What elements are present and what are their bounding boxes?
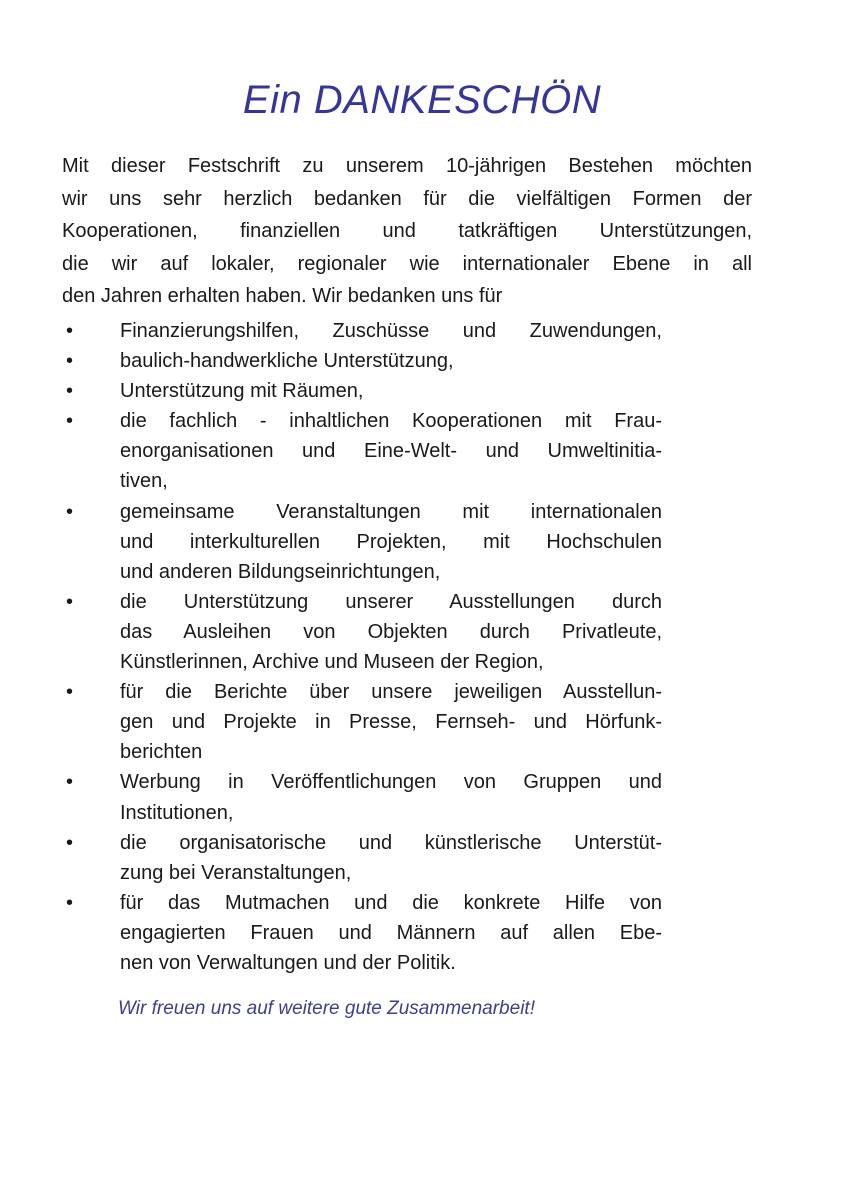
list-item-line: nen von Verwaltungen und der Politik.: [120, 951, 456, 974]
list-item: [62, 828, 662, 888]
list-item-line: die Unterstützung unserer Ausstellungen durch: [120, 590, 662, 613]
list-item-line: Werbung in Veröffentlichungen von Gruppen und: [120, 771, 662, 794]
intro-line: die wir auf lokaler, regionaler wie internationaler Ebene in all: [62, 252, 752, 275]
list-item-line: für das Mutmachen und die konkrete Hilfe von: [120, 891, 662, 914]
intro-line: Kooperationen, finanziellen und tatkräftigen Unterstützungen,: [62, 220, 752, 242]
intro-line: wir uns sehr herzlich bedanken für die vielfältigen Formen der: [62, 187, 752, 210]
list-item: [62, 376, 662, 406]
list-item: [62, 346, 662, 376]
intro-line: den Jahren erhalten haben. Wir bedanken uns für: [62, 285, 503, 307]
list-item-line: Institutionen,: [120, 801, 234, 824]
bullet-icon: •: [66, 681, 74, 704]
bullet-icon: •: [66, 590, 74, 613]
list-item-line: die organisatorische und künstlerische Unterstüt-: [120, 831, 662, 854]
closing-line: Wir freuen uns auf weitere gute Zusammenarbeit!: [118, 998, 535, 1019]
list-item-line: das Ausleihen von Objekten durch Privatleute,: [120, 620, 662, 643]
list-item-line: für die Berichte über unsere jeweiligen Ausstellun-: [120, 681, 662, 704]
bullet-icon: •: [66, 380, 74, 403]
list-item-line: gen und Projekte in Presse, Fernseh- und Hörfunk-: [120, 711, 662, 734]
list-item-line: Finanzierungshilfen, Zuschüsse und Zuwendungen,: [120, 320, 662, 342]
list-item-line: zung bei Veranstaltungen,: [120, 861, 352, 884]
intro-paragraph: [62, 150, 752, 313]
bullet-icon: •: [66, 350, 74, 373]
list-item-line: berichten: [120, 741, 203, 764]
list-item: [62, 677, 662, 767]
list-item-line: und interkulturellen Projekten, mit Hochschulen: [120, 530, 662, 553]
bullet-icon: •: [66, 891, 74, 914]
list-item: [62, 316, 662, 346]
bullet-icon: •: [66, 410, 74, 433]
list-item: [62, 888, 662, 978]
page-title: Ein DANKESCHÖN: [242, 78, 602, 122]
list-item-line: engagierten Frauen und Männern auf allen Ebe-: [120, 921, 662, 944]
list-item-line: Unterstützung mit Räumen,: [120, 380, 364, 403]
thanks-list: [62, 316, 662, 978]
list-item: [62, 587, 662, 677]
bullet-icon: •: [66, 831, 74, 854]
list-item-line: die fachlich - inhaltlichen Kooperationen mit Frau-: [120, 410, 662, 433]
list-item-line: enorganisationen und Eine-Welt- und Umweltinitia-: [120, 440, 662, 463]
list-item-line: Künstlerinnen, Archive und Museen der Region,: [120, 651, 544, 674]
list-item: [62, 497, 662, 587]
list-item-line: tiven,: [120, 470, 168, 493]
list-item-line: gemeinsame Veranstaltungen mit internationalen: [120, 500, 662, 523]
bullet-icon: •: [66, 320, 74, 342]
list-item-line: baulich-handwerkliche Unterstützung,: [120, 350, 454, 373]
list-item: [62, 767, 662, 827]
list-item: [62, 406, 662, 496]
intro-line: Mit dieser Festschrift zu unserem 10-jährigen Bestehen möchten: [62, 155, 752, 177]
bullet-icon: •: [66, 771, 74, 794]
list-item-line: und anderen Bildungseinrichtungen,: [120, 560, 441, 583]
bullet-icon: •: [66, 500, 74, 523]
